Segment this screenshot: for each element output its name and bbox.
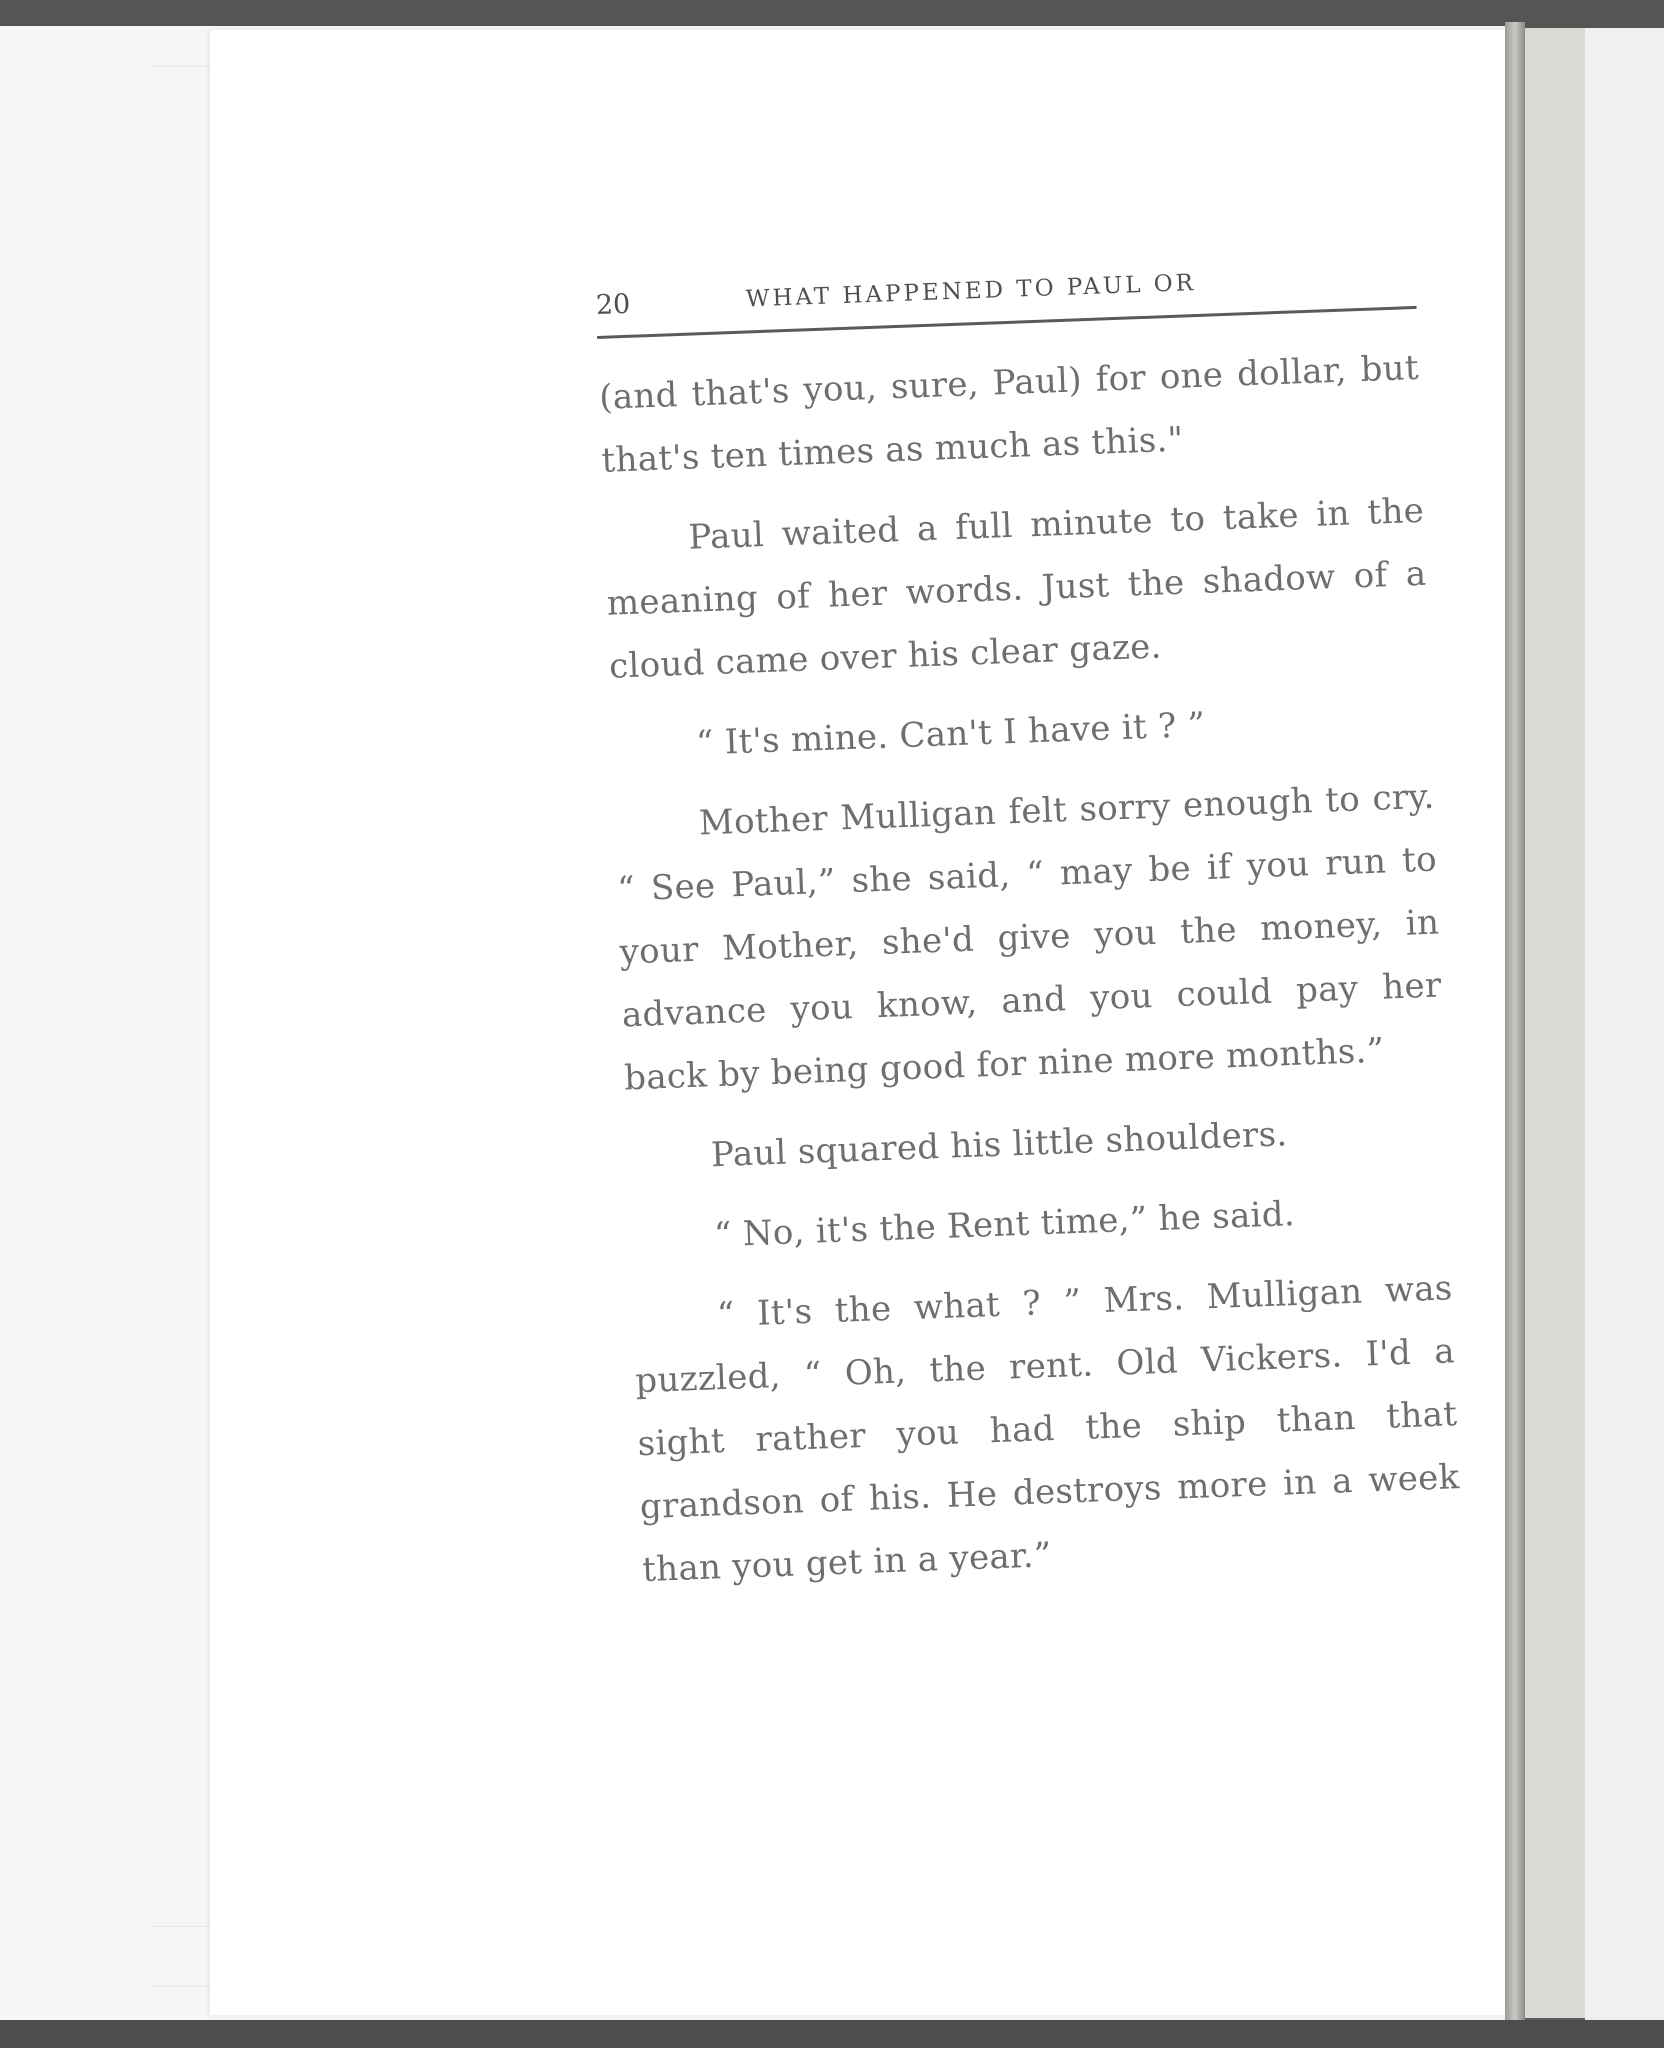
- scan-border-bottom: [0, 2020, 1664, 2048]
- paragraph-dialogue: “ It's mine. Can't I have it ? ”: [695, 704, 1206, 764]
- paragraph: Mother Mulligan felt sorry enough to cry. “ See Paul,” she said, “ may be if you run to your Mother, she'd give you the money, in advance you know, and you could pay her back by being good for nine more months.”: [616, 776, 1443, 1099]
- paragraph: Paul waited a full minute to take in the meaning of her words. Just the shadow of a cloud came over his clear gaze.: [606, 490, 1428, 687]
- page-text-block: [595, 250, 1464, 1619]
- paragraph-continuation: (and that's you, sure, Paul) for one dollar, but that's ten times as much as this.": [598, 347, 1420, 481]
- paragraph: Paul squared his little shoulders.: [710, 1114, 1289, 1176]
- page-number: 20: [595, 288, 631, 321]
- facing-page-edge: [1525, 28, 1585, 2018]
- running-title: WHAT HAPPENED TO PAUL OR: [745, 269, 1197, 313]
- paragraph-dialogue: “ It's the what ? ” Mrs. Mulligan was puzzled, “ Oh, the rent. Old Vickers. I'd a sight rather you had the ship than that grandson of his. He destroys more in a week than you get in a year.”: [634, 1268, 1461, 1591]
- paragraph-dialogue: “ No, it's the Rent time,” he said.: [713, 1193, 1296, 1256]
- facing-page: [1585, 28, 1664, 2020]
- page-gutter-shadow: [1505, 22, 1525, 2022]
